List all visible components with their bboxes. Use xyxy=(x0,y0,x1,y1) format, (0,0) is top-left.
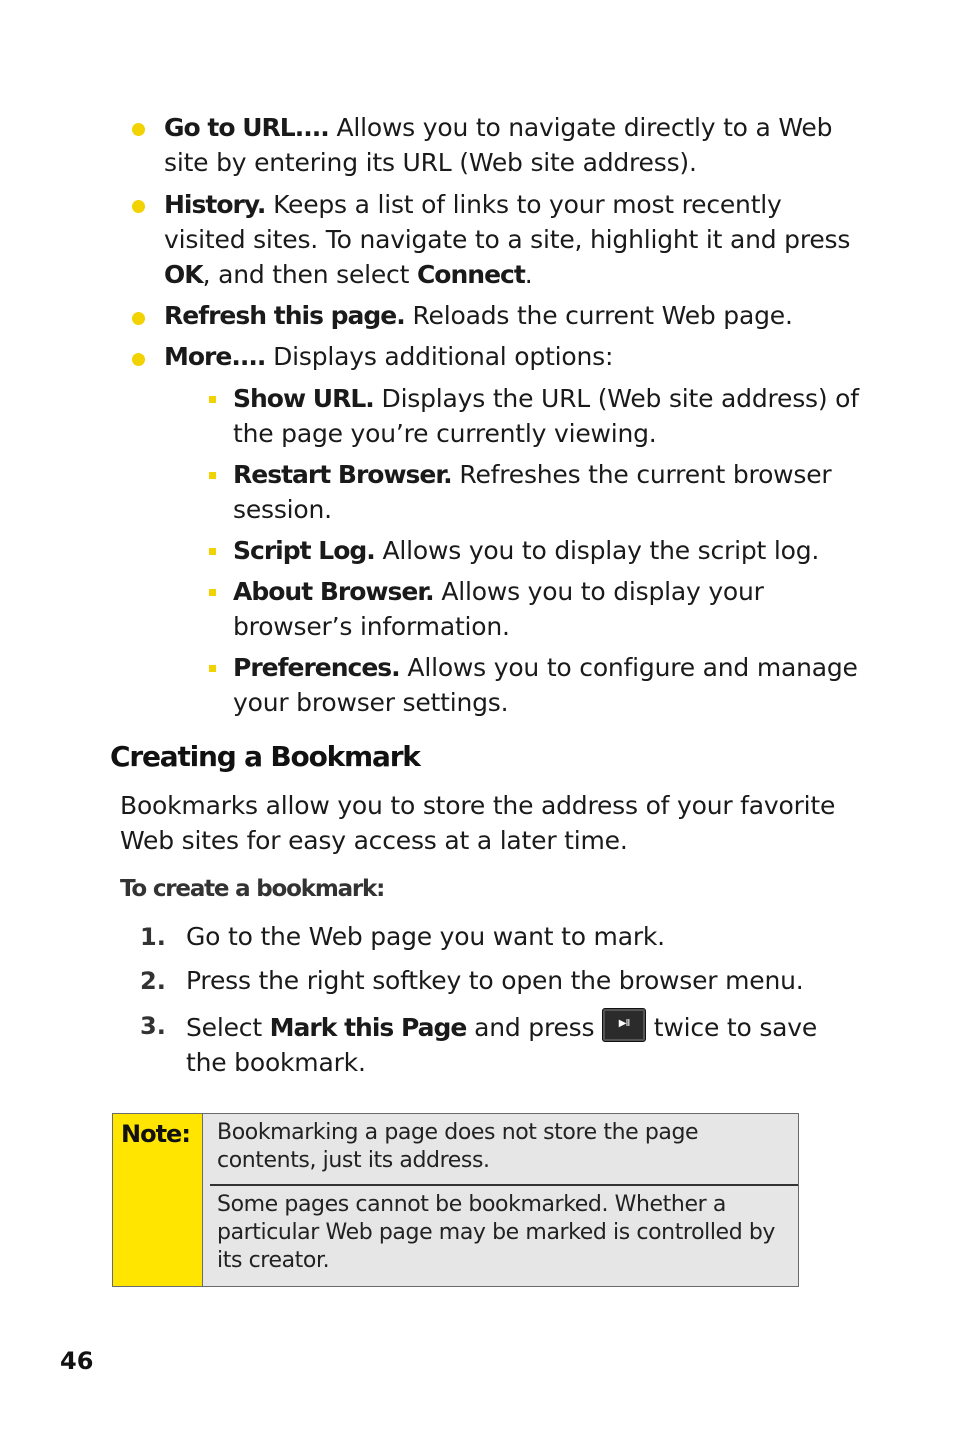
bullet-text: Displays additional options: xyxy=(265,342,614,371)
sub-bullet-text: Allows you to display the script log. xyxy=(374,536,820,565)
bullet-text: , and then select xyxy=(202,260,417,289)
bullet-text: Allows you to navigate directly to a Web site by entering its URL (Web site address). xyxy=(164,113,833,177)
step-text: Press the right softkey to open the browser menu. xyxy=(186,966,804,995)
note-box xyxy=(112,1113,799,1287)
bullet-text: Keeps a list of links to your most recently visited sites. To navigate to a site, highlight it and press xyxy=(164,190,851,254)
play-pause-key-icon xyxy=(602,1008,646,1042)
bullet-dot-icon xyxy=(132,312,145,325)
note-label-cell xyxy=(113,1114,203,1286)
square-bullet-icon xyxy=(209,589,216,596)
step-number: 2. xyxy=(140,967,166,995)
section-intro: Bookmarks allow you to store the address of your favorite Web sites for easy access at a later time. xyxy=(120,791,836,855)
bullet-history xyxy=(164,187,864,292)
bullet-go-to-url xyxy=(164,110,864,180)
note-label: Note: xyxy=(121,1120,190,1148)
page-number: 46 xyxy=(60,1347,94,1375)
bullet-more xyxy=(164,339,864,374)
bullet-text: Reloads the current Web page. xyxy=(404,301,793,330)
sub-bullet-script-log xyxy=(233,533,873,568)
bullet-text: . xyxy=(524,260,533,289)
bullet-term: More.... xyxy=(164,342,266,371)
step-number: 1. xyxy=(140,923,166,951)
mark-this-page-label: Mark this Page xyxy=(269,1013,467,1042)
bullet-dot-icon xyxy=(132,123,145,136)
key-glyph: ▶II xyxy=(618,1018,630,1029)
square-bullet-icon xyxy=(209,665,216,672)
sub-bullet-term: Show URL. xyxy=(233,384,374,413)
step-text: twice to save the bookmark. xyxy=(186,1013,818,1077)
note-item: Bookmarking a page does not store the page contents, just its address. xyxy=(217,1120,699,1173)
sub-bullet-term: Script Log. xyxy=(233,536,375,565)
bullet-term: Refresh this page. xyxy=(164,301,405,330)
square-bullet-icon xyxy=(209,548,216,555)
sub-bullet-restart-browser xyxy=(233,457,833,527)
step-3-text xyxy=(186,1008,846,1080)
step-text: and press xyxy=(466,1013,603,1042)
sub-bullet-text: Allows you to display your browser’s information. xyxy=(233,577,764,641)
bullet-term: Go to URL.... xyxy=(164,113,329,142)
bullet-dot-icon xyxy=(132,353,145,366)
connect-label: Connect xyxy=(416,260,525,289)
section-heading: Creating a Bookmark xyxy=(110,740,420,773)
sub-bullet-term: Preferences. xyxy=(233,653,400,682)
sub-bullet-term: About Browser. xyxy=(233,577,434,606)
procedure-subheading: To create a bookmark: xyxy=(120,876,385,902)
sub-bullet-show-url xyxy=(233,381,873,451)
bullet-refresh xyxy=(164,298,864,333)
step-number: 3. xyxy=(140,1012,166,1040)
sub-bullet-text: Refreshes the current browser session. xyxy=(233,460,832,524)
sub-bullet-text: Displays the URL (Web site address) of the page you’re currently viewing. xyxy=(233,384,859,448)
bullet-dot-icon xyxy=(132,200,145,213)
sub-bullet-text: Allows you to configure and manage your browser settings. xyxy=(233,653,858,717)
sub-bullet-term: Restart Browser. xyxy=(233,460,452,489)
bullet-term: History. xyxy=(164,190,266,219)
note-item: Some pages cannot be bookmarked. Whether a particular Web page may be marked is controlled by its creator. xyxy=(217,1192,776,1273)
square-bullet-icon xyxy=(209,472,216,479)
step-text: Select xyxy=(186,1013,270,1042)
ok-key-label: OK xyxy=(164,260,203,289)
step-text: Go to the Web page you want to mark. xyxy=(186,922,665,951)
note-divider xyxy=(210,1184,798,1186)
square-bullet-icon xyxy=(209,396,216,403)
sub-bullet-about-browser xyxy=(233,574,873,644)
sub-bullet-preferences xyxy=(233,650,873,720)
